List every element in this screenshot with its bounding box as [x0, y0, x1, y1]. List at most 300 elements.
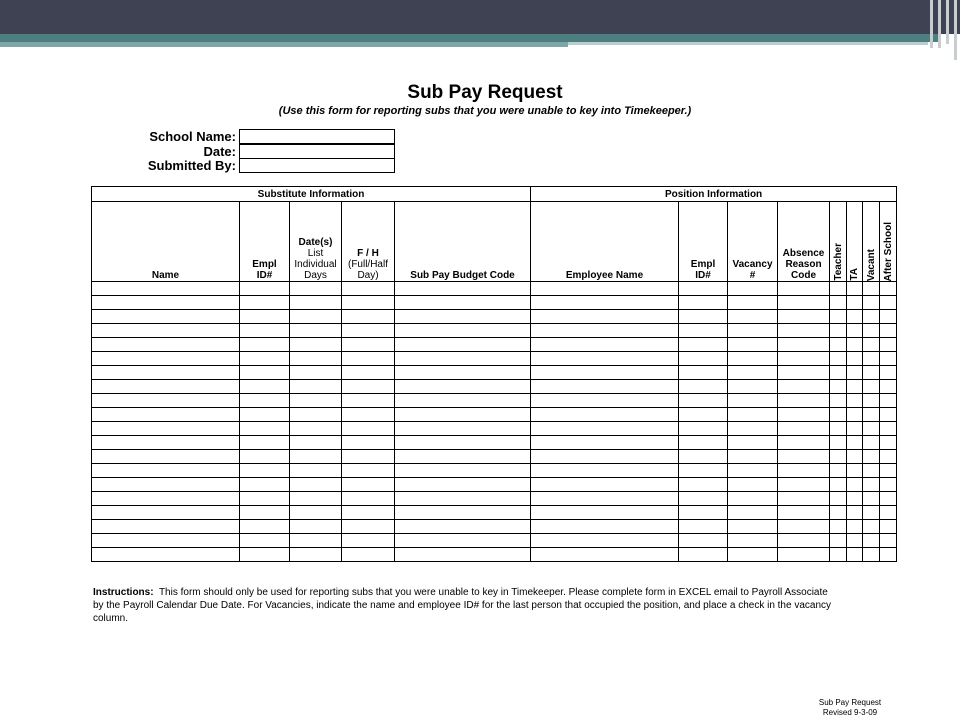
table-cell[interactable] [847, 478, 863, 492]
table-cell[interactable] [880, 282, 897, 296]
table-cell[interactable] [880, 534, 897, 548]
instructions-text: This form should only be used for reporting subs that you were unable to key in Timekeeper. Please complete form in EXCEL email to Payroll Associate by the Payroll Calendar Due Date. For Vacancies, indicate the name and employee ID# for the last person that occupied the position, and place a check in the vacancy column. [93, 587, 832, 624]
table-cell[interactable] [863, 310, 880, 324]
table-cell[interactable] [847, 520, 863, 534]
table-cell[interactable] [240, 282, 290, 296]
table-cell[interactable] [847, 282, 863, 296]
table-cell[interactable] [240, 506, 290, 520]
table-cell[interactable] [531, 282, 679, 296]
table-row [92, 366, 897, 380]
table-cell[interactable] [342, 324, 395, 338]
table-cell[interactable] [847, 534, 863, 548]
table-cell[interactable] [880, 394, 897, 408]
table-cell[interactable] [290, 394, 342, 408]
table-cell[interactable] [830, 282, 847, 296]
table-cell[interactable] [240, 478, 290, 492]
table-cell[interactable] [342, 450, 395, 464]
table-cell[interactable] [778, 408, 830, 422]
table-cell[interactable] [395, 492, 531, 506]
col-name: Name [92, 202, 240, 282]
table-cell[interactable] [778, 436, 830, 450]
table-cell[interactable] [847, 506, 863, 520]
table-cell[interactable] [830, 548, 847, 562]
table-cell[interactable] [342, 408, 395, 422]
table-cell[interactable] [342, 380, 395, 394]
table-cell[interactable] [531, 394, 679, 408]
table-cell[interactable] [92, 422, 240, 436]
table-cell[interactable] [847, 296, 863, 310]
table-cell[interactable] [92, 394, 240, 408]
table-cell[interactable] [92, 506, 240, 520]
table-cell[interactable] [395, 408, 531, 422]
table-cell[interactable] [778, 450, 830, 464]
table-cell[interactable] [728, 436, 778, 450]
table-cell[interactable] [92, 380, 240, 394]
table-cell[interactable] [240, 450, 290, 464]
table-cell[interactable] [531, 534, 679, 548]
title-bar [0, 0, 960, 34]
table-cell[interactable] [342, 492, 395, 506]
table-cell[interactable] [679, 310, 728, 324]
table-cell[interactable] [863, 478, 880, 492]
table-cell[interactable] [531, 450, 679, 464]
table-cell[interactable] [847, 310, 863, 324]
table-cell[interactable] [342, 464, 395, 478]
table-cell[interactable] [342, 506, 395, 520]
table-cell[interactable] [290, 464, 342, 478]
table-cell[interactable] [240, 520, 290, 534]
table-cell[interactable] [531, 408, 679, 422]
table-cell[interactable] [778, 394, 830, 408]
table-cell[interactable] [342, 534, 395, 548]
table-cell[interactable] [728, 380, 778, 394]
table-cell[interactable] [778, 310, 830, 324]
table-cell[interactable] [728, 548, 778, 562]
table-cell[interactable] [863, 520, 880, 534]
table-cell[interactable] [679, 436, 728, 450]
table-cell[interactable] [847, 492, 863, 506]
decorative-line [930, 0, 933, 48]
table-cell[interactable] [531, 548, 679, 562]
table-cell[interactable] [847, 464, 863, 478]
table-cell[interactable] [880, 422, 897, 436]
table-cell[interactable] [395, 534, 531, 548]
table-cell[interactable] [92, 478, 240, 492]
table-cell[interactable] [880, 464, 897, 478]
table-cell[interactable] [863, 534, 880, 548]
table-cell[interactable] [880, 450, 897, 464]
table-cell[interactable] [531, 296, 679, 310]
table-cell[interactable] [728, 464, 778, 478]
table-cell[interactable] [728, 310, 778, 324]
table-cell[interactable] [830, 380, 847, 394]
table-cell[interactable] [240, 534, 290, 548]
table-cell[interactable] [92, 408, 240, 422]
table-row [92, 478, 897, 492]
table-cell[interactable] [395, 366, 531, 380]
table-cell[interactable] [342, 436, 395, 450]
table-cell[interactable] [679, 352, 728, 366]
table-cell[interactable] [863, 436, 880, 450]
school-name-label: School Name: [149, 129, 236, 144]
table-cell[interactable] [679, 506, 728, 520]
table-cell[interactable] [863, 282, 880, 296]
table-cell[interactable] [290, 520, 342, 534]
table-cell[interactable] [395, 338, 531, 352]
col-vacancy: Vacancy # [728, 202, 778, 282]
col-budget-code: Sub Pay Budget Code [395, 202, 531, 282]
table-cell[interactable] [728, 338, 778, 352]
table-cell[interactable] [847, 380, 863, 394]
table-cell[interactable] [395, 520, 531, 534]
table-cell[interactable] [395, 464, 531, 478]
table-cell[interactable] [342, 394, 395, 408]
table-cell[interactable] [92, 366, 240, 380]
table-cell[interactable] [863, 450, 880, 464]
table-cell[interactable] [830, 464, 847, 478]
table-cell[interactable] [679, 282, 728, 296]
table-cell[interactable] [395, 324, 531, 338]
table-cell[interactable] [290, 366, 342, 380]
table-cell[interactable] [778, 520, 830, 534]
table-cell[interactable] [240, 492, 290, 506]
table-cell[interactable] [240, 366, 290, 380]
table-cell[interactable] [240, 324, 290, 338]
table-cell[interactable] [830, 310, 847, 324]
table-cell[interactable] [830, 450, 847, 464]
table-cell[interactable] [847, 408, 863, 422]
table-cell[interactable] [240, 296, 290, 310]
table-cell[interactable] [342, 478, 395, 492]
table-cell[interactable] [531, 366, 679, 380]
table-cell[interactable] [290, 408, 342, 422]
table-cell[interactable] [728, 492, 778, 506]
decorative-line [946, 0, 949, 44]
sub-pay-table [91, 186, 897, 562]
table-cell[interactable] [830, 408, 847, 422]
footer-revision: Revised 9-3-09 [822, 708, 878, 717]
table-cell[interactable] [290, 338, 342, 352]
table-cell[interactable] [92, 338, 240, 352]
table-cell[interactable] [728, 352, 778, 366]
table-cell[interactable] [531, 520, 679, 534]
table-cell[interactable] [728, 520, 778, 534]
table-cell[interactable] [290, 422, 342, 436]
table-cell[interactable] [531, 464, 679, 478]
table-cell[interactable] [679, 534, 728, 548]
table-cell[interactable] [830, 506, 847, 520]
table-cell[interactable] [342, 366, 395, 380]
table-cell[interactable] [240, 394, 290, 408]
table-cell[interactable] [531, 422, 679, 436]
table-cell[interactable] [290, 352, 342, 366]
table-cell[interactable] [290, 450, 342, 464]
table-cell[interactable] [395, 548, 531, 562]
substitute-info-header: Substitute Information [92, 187, 531, 202]
table-cell[interactable] [531, 436, 679, 450]
table-cell[interactable] [847, 450, 863, 464]
table-cell[interactable] [863, 492, 880, 506]
table-cell[interactable] [830, 338, 847, 352]
table-cell[interactable] [240, 422, 290, 436]
table-cell[interactable] [728, 450, 778, 464]
table-cell[interactable] [880, 380, 897, 394]
table-cell[interactable] [728, 324, 778, 338]
table-cell[interactable] [395, 478, 531, 492]
table-cell[interactable] [342, 520, 395, 534]
table-cell[interactable] [92, 324, 240, 338]
table-cell[interactable] [679, 478, 728, 492]
table-cell[interactable] [342, 310, 395, 324]
table-cell[interactable] [880, 352, 897, 366]
table-cell[interactable] [830, 492, 847, 506]
table-cell[interactable] [830, 520, 847, 534]
table-cell[interactable] [290, 282, 342, 296]
table-cell[interactable] [395, 352, 531, 366]
table-cell[interactable] [395, 436, 531, 450]
table-cell[interactable] [880, 296, 897, 310]
instructions-label: Instructions: [93, 587, 154, 598]
table-cell[interactable] [847, 366, 863, 380]
table-cell[interactable] [342, 352, 395, 366]
table-cell[interactable] [679, 520, 728, 534]
table-cell[interactable] [395, 310, 531, 324]
table-row [92, 310, 897, 324]
table-cell[interactable] [830, 394, 847, 408]
table-cell[interactable] [679, 422, 728, 436]
table-cell[interactable] [880, 492, 897, 506]
table-cell[interactable] [863, 408, 880, 422]
table-cell[interactable] [778, 282, 830, 296]
table-cell[interactable] [240, 548, 290, 562]
table-cell[interactable] [92, 436, 240, 450]
table-cell[interactable] [290, 310, 342, 324]
table-cell[interactable] [342, 282, 395, 296]
table-cell[interactable] [863, 366, 880, 380]
table-cell[interactable] [880, 324, 897, 338]
table-cell[interactable] [830, 324, 847, 338]
table-row [92, 450, 897, 464]
table-cell[interactable] [679, 380, 728, 394]
table-row [92, 282, 897, 296]
table-cell[interactable] [847, 436, 863, 450]
col-full-half: F / H (Full/Half Day) [342, 202, 395, 282]
table-cell[interactable] [531, 506, 679, 520]
table-cell[interactable] [728, 282, 778, 296]
table-cell[interactable] [290, 324, 342, 338]
table-cell[interactable] [778, 366, 830, 380]
table-cell[interactable] [240, 338, 290, 352]
table-cell[interactable] [679, 464, 728, 478]
table-cell[interactable] [679, 548, 728, 562]
table-cell[interactable] [847, 352, 863, 366]
table-cell[interactable] [728, 296, 778, 310]
table-cell[interactable] [92, 282, 240, 296]
table-cell[interactable] [880, 520, 897, 534]
table-cell[interactable] [778, 422, 830, 436]
table-cell[interactable] [240, 380, 290, 394]
table-cell[interactable] [342, 296, 395, 310]
table-cell[interactable] [728, 506, 778, 520]
table-cell[interactable] [679, 338, 728, 352]
table-cell[interactable] [728, 408, 778, 422]
table-cell[interactable] [778, 296, 830, 310]
table-cell[interactable] [830, 366, 847, 380]
table-cell[interactable] [395, 450, 531, 464]
table-cell[interactable] [531, 478, 679, 492]
table-cell[interactable] [395, 296, 531, 310]
table-cell[interactable] [778, 548, 830, 562]
table-cell[interactable] [863, 380, 880, 394]
table-cell[interactable] [395, 394, 531, 408]
table-cell[interactable] [728, 534, 778, 548]
table-cell[interactable] [880, 338, 897, 352]
submitted-by-field[interactable] [239, 158, 395, 173]
table-cell[interactable] [679, 394, 728, 408]
table-row [92, 394, 897, 408]
table-cell[interactable] [342, 338, 395, 352]
col-absence-reason: Absence Reason Code [778, 202, 830, 282]
page-title: Sub Pay Request [407, 82, 563, 103]
table-cell[interactable] [728, 422, 778, 436]
submitted-by-label: Submitted By: [147, 158, 236, 173]
table-cell[interactable] [847, 548, 863, 562]
col-after-school: After School [880, 202, 897, 282]
table-cell[interactable] [830, 436, 847, 450]
table-row [92, 520, 897, 534]
table-cell[interactable] [863, 422, 880, 436]
table-cell[interactable] [342, 422, 395, 436]
table-cell[interactable] [92, 534, 240, 548]
table-cell[interactable] [92, 492, 240, 506]
table-cell[interactable] [778, 324, 830, 338]
date-field[interactable] [239, 144, 395, 159]
table-cell[interactable] [778, 506, 830, 520]
table-cell[interactable] [830, 296, 847, 310]
table-cell[interactable] [240, 310, 290, 324]
table-cell[interactable] [92, 450, 240, 464]
table-cell[interactable] [240, 464, 290, 478]
table-cell[interactable] [728, 366, 778, 380]
accent-stripe [0, 34, 940, 42]
table-cell[interactable] [290, 296, 342, 310]
table-cell[interactable] [880, 548, 897, 562]
table-cell[interactable] [778, 534, 830, 548]
decorative-line [954, 0, 957, 60]
table-cell[interactable] [92, 464, 240, 478]
table-cell[interactable] [863, 296, 880, 310]
table-cell[interactable] [395, 422, 531, 436]
table-cell[interactable] [92, 352, 240, 366]
table-cell[interactable] [290, 436, 342, 450]
table-row [92, 422, 897, 436]
school-name-field[interactable] [239, 129, 395, 144]
table-cell[interactable] [728, 394, 778, 408]
table-cell[interactable] [240, 352, 290, 366]
table-cell[interactable] [290, 548, 342, 562]
table-cell[interactable] [880, 408, 897, 422]
table-cell[interactable] [92, 310, 240, 324]
table-cell[interactable] [92, 296, 240, 310]
table-cell[interactable] [880, 366, 897, 380]
table-cell[interactable] [395, 506, 531, 520]
table-cell[interactable] [863, 548, 880, 562]
table-cell[interactable] [342, 548, 395, 562]
table-cell[interactable] [847, 422, 863, 436]
table-cell[interactable] [679, 366, 728, 380]
table-cell[interactable] [880, 478, 897, 492]
table-cell[interactable] [778, 492, 830, 506]
table-cell[interactable] [863, 352, 880, 366]
table-cell[interactable] [240, 436, 290, 450]
col-dates: Date(s) List Individual Days [290, 202, 342, 282]
table-cell[interactable] [880, 310, 897, 324]
col-teacher: Teacher [830, 202, 847, 282]
table-cell[interactable] [728, 478, 778, 492]
table-cell[interactable] [778, 338, 830, 352]
table-cell[interactable] [290, 534, 342, 548]
table-cell[interactable] [679, 408, 728, 422]
table-cell[interactable] [290, 492, 342, 506]
table-cell[interactable] [92, 520, 240, 534]
table-cell[interactable] [679, 450, 728, 464]
table-cell[interactable] [830, 534, 847, 548]
table-cell[interactable] [290, 380, 342, 394]
table-cell[interactable] [830, 478, 847, 492]
table-cell[interactable] [863, 324, 880, 338]
table-row [92, 408, 897, 422]
table-cell[interactable] [880, 506, 897, 520]
table-cell[interactable] [92, 548, 240, 562]
instructions [93, 586, 833, 625]
table-cell[interactable] [290, 506, 342, 520]
table-cell[interactable] [531, 310, 679, 324]
table-cell[interactable] [847, 338, 863, 352]
page-subtitle: (Use this form for reporting subs that you were unable to key into Timekeeper.) [278, 105, 692, 117]
table-cell[interactable] [778, 352, 830, 366]
table-cell[interactable] [531, 492, 679, 506]
table-cell[interactable] [863, 506, 880, 520]
table-cell[interactable] [395, 282, 531, 296]
table-cell[interactable] [830, 422, 847, 436]
table-cell[interactable] [863, 338, 880, 352]
table-cell[interactable] [778, 380, 830, 394]
table-cell[interactable] [778, 478, 830, 492]
table-cell[interactable] [778, 464, 830, 478]
table-cell[interactable] [847, 324, 863, 338]
table-cell[interactable] [679, 492, 728, 506]
table-cell[interactable] [240, 408, 290, 422]
table-cell[interactable] [531, 324, 679, 338]
table-cell[interactable] [863, 394, 880, 408]
table-cell[interactable] [679, 324, 728, 338]
table-cell[interactable] [880, 436, 897, 450]
table-cell[interactable] [290, 478, 342, 492]
table-cell[interactable] [531, 380, 679, 394]
table-cell[interactable] [531, 338, 679, 352]
table-row [92, 548, 897, 562]
col-empl-id: Empl ID# [240, 202, 290, 282]
table-cell[interactable] [830, 352, 847, 366]
col-ta: TA [847, 202, 863, 282]
table-row [92, 380, 897, 394]
table-cell[interactable] [847, 394, 863, 408]
table-cell[interactable] [531, 352, 679, 366]
table-cell[interactable] [395, 380, 531, 394]
table-cell[interactable] [679, 296, 728, 310]
col-pos-empl-id: Empl ID# [679, 202, 728, 282]
table-cell[interactable] [863, 464, 880, 478]
